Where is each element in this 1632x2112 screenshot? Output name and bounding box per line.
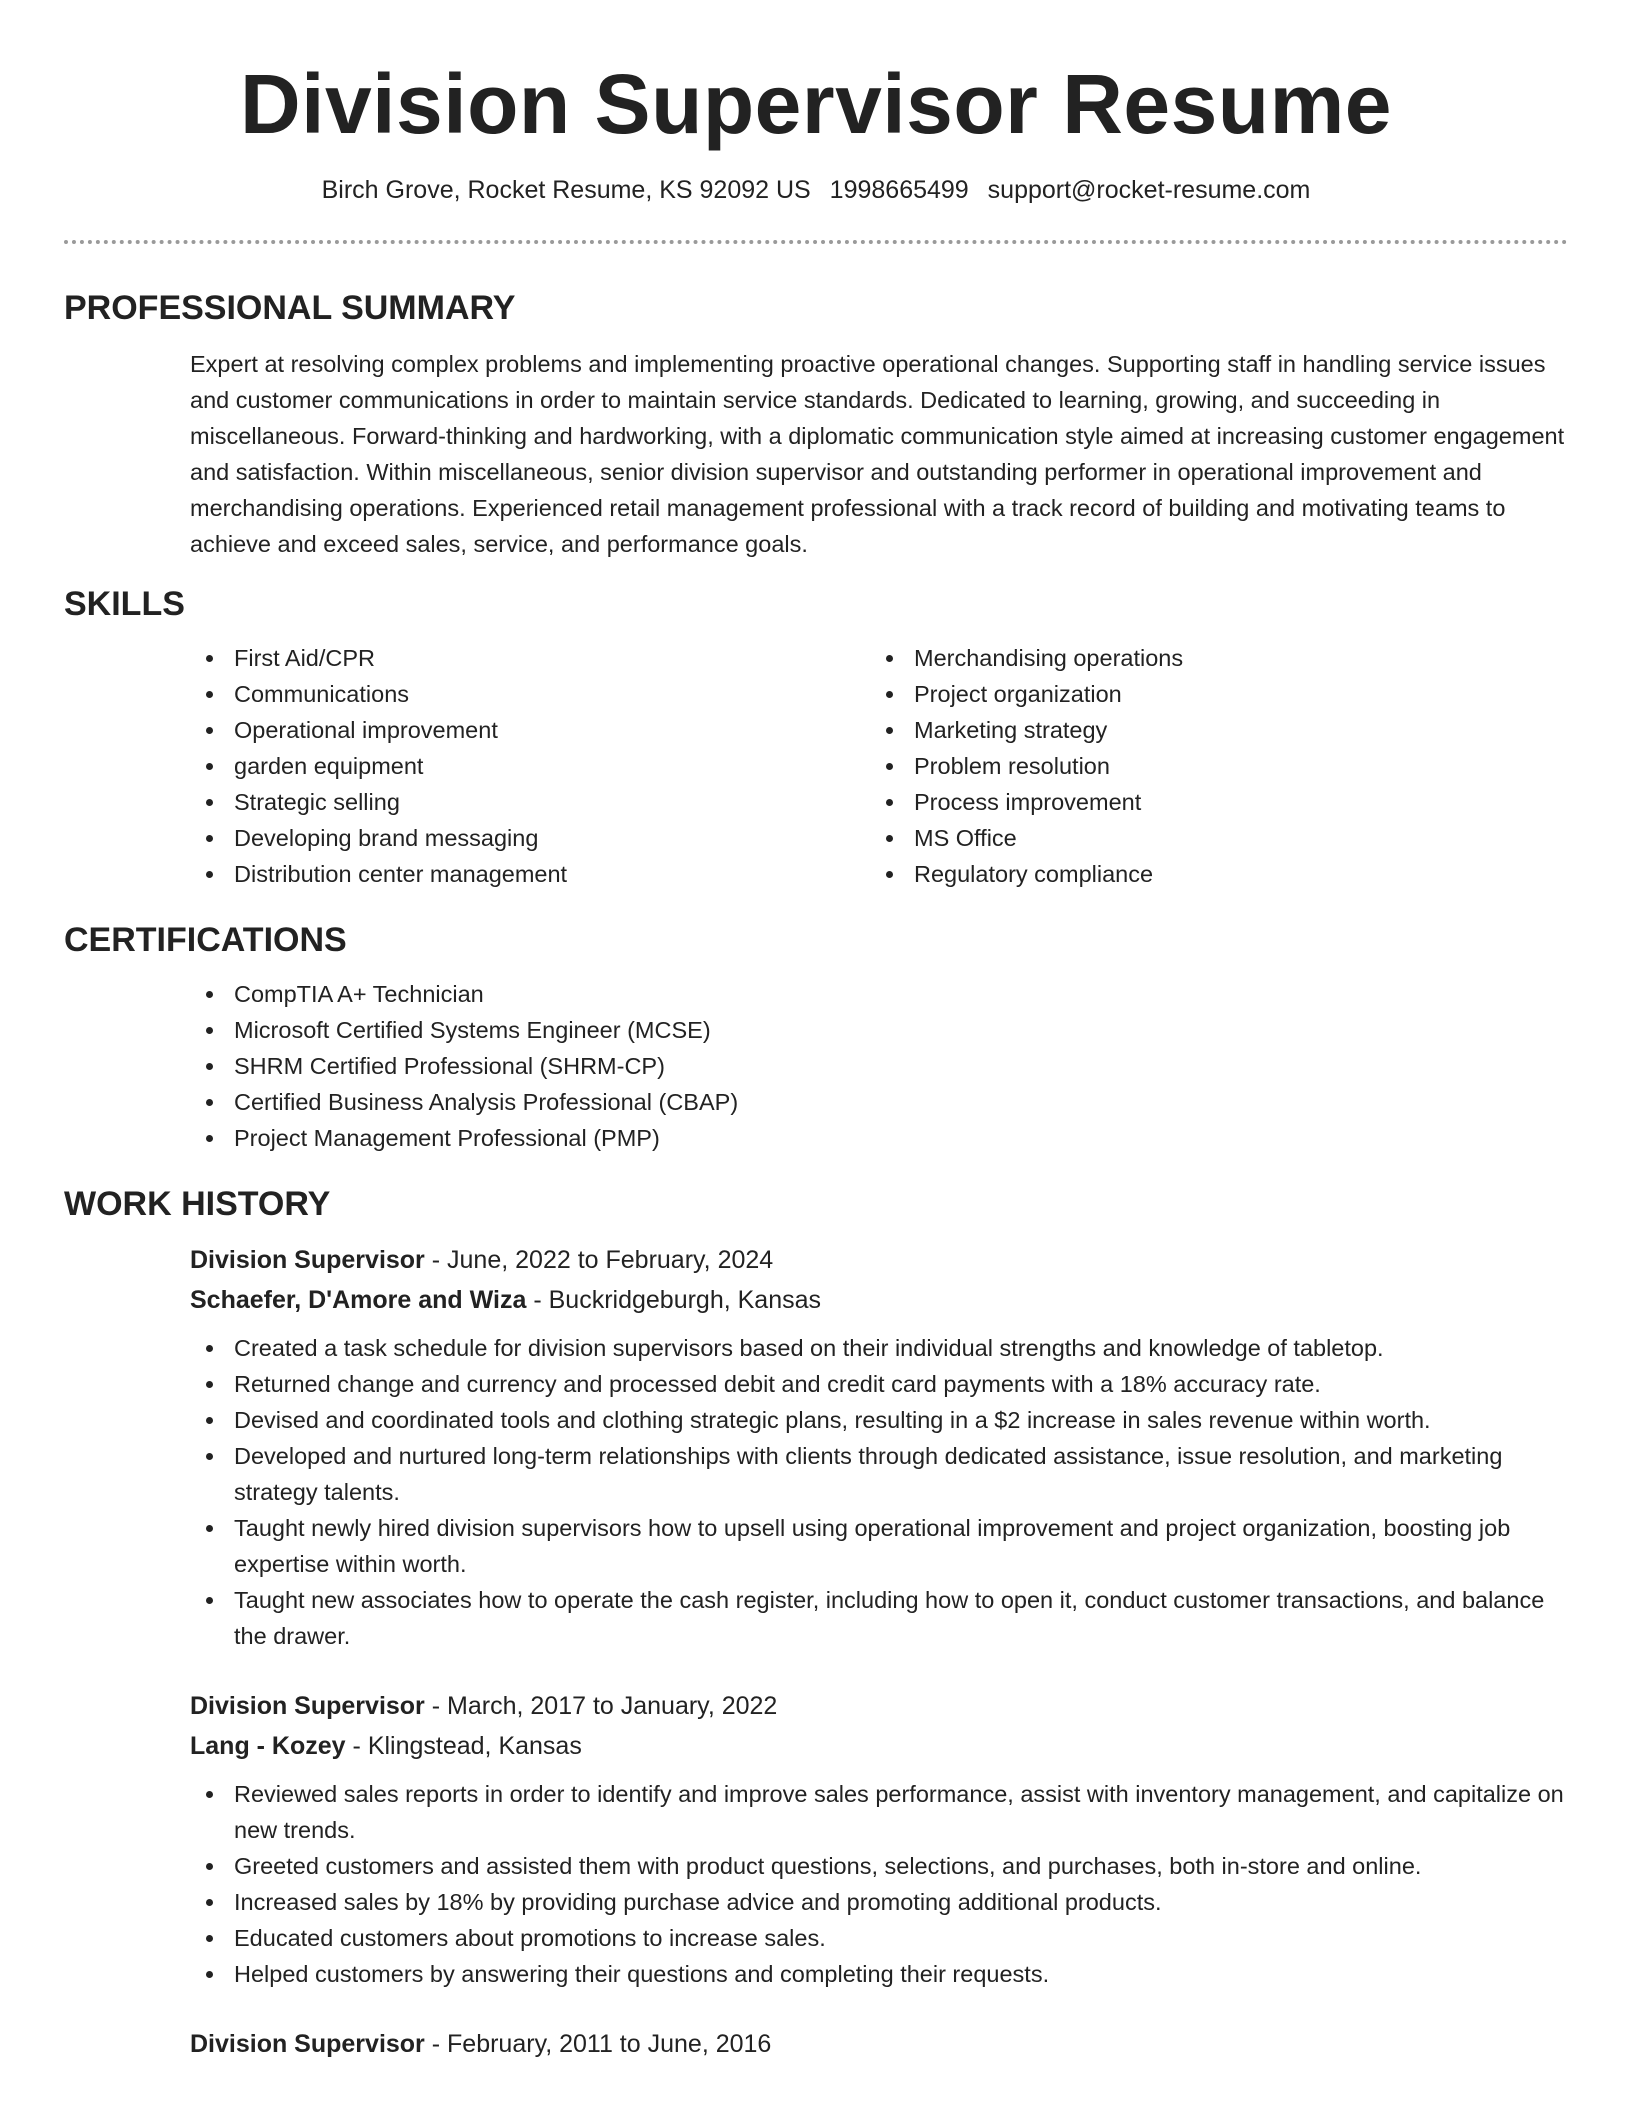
- job-bullet-list: [190, 1330, 1568, 1654]
- job-entry: [190, 1240, 1568, 1320]
- summary-section: [64, 288, 1568, 562]
- skill-item: Communications: [190, 676, 870, 712]
- job-bullet: Taught new associates how to operate the cash register, including how to open it, conduct customer transactions, and balance the drawer.: [190, 1582, 1568, 1654]
- contact-address: Birch Grove, Rocket Resume, KS 92092 US: [321, 176, 811, 204]
- summary-text: Expert at resolving complex problems and implementing proactive operational changes. Supporting staff in handling service issues and customer communications in order to maintain service standards. Dedicated to learning, growing, and succeeding in miscellaneous. Forward-thinking and hardworking, with a diplomatic communication style aimed at increasing customer engagement and satisfaction. Within miscellaneous, senior division supervisor and outstanding performer in operational improvement and merchandising operations. Experienced retail management professional with a track record of building and motivating teams to achieve and exceed sales, service, and performance goals.: [190, 351, 1565, 557]
- job-title-line: [190, 1240, 1568, 1280]
- certifications-heading: CERTIFICATIONS: [64, 921, 347, 959]
- job-dates: February, 2011 to June, 2016: [447, 2030, 772, 2058]
- job-dash: -: [352, 1732, 368, 1760]
- job-location: Klingstead, Kansas: [367, 1732, 582, 1760]
- skill-item: Marketing strategy: [870, 712, 1550, 748]
- job-dash: -: [431, 1692, 448, 1720]
- skill-item: Regulatory compliance: [870, 856, 1550, 892]
- job-bullet: Educated customers about promotions to increase sales.: [190, 1920, 1568, 1956]
- job-title-line: [190, 2024, 1568, 2064]
- job-bullet: Increased sales by 18% by providing purchase advice and promoting additional products.: [190, 1884, 1568, 1920]
- job-bullet: Returned change and currency and processed debit and credit card payments with a 18% accuracy rate.: [190, 1366, 1568, 1402]
- job-dates: June, 2022 to February, 2024: [447, 1246, 774, 1274]
- job-dash: -: [431, 1246, 448, 1274]
- work-history-heading: WORK HISTORY: [64, 1185, 331, 1223]
- job-company-line: [190, 1280, 1568, 1320]
- skill-item: Developing brand messaging: [190, 820, 870, 856]
- job-bullet: Taught newly hired division supervisors how to upsell using operational improvement and project organization, boosting job expertise within worth.: [190, 1510, 1568, 1582]
- job-dash: -: [431, 2030, 448, 2058]
- skills-heading: SKILLS: [64, 585, 185, 623]
- job-location: Buckridgeburgh, Kansas: [548, 1286, 822, 1314]
- job-company: Schaefer, D'Amore and Wiza: [190, 1286, 527, 1314]
- skill-item: Project organization: [870, 676, 1550, 712]
- skill-item: MS Office: [870, 820, 1550, 856]
- skill-item: Operational improvement: [190, 712, 870, 748]
- certification-item: SHRM Certified Professional (SHRM-CP): [190, 1048, 1568, 1084]
- skill-item: Strategic selling: [190, 784, 870, 820]
- job-dates: March, 2017 to January, 2022: [447, 1692, 778, 1720]
- job-title: Division Supervisor: [190, 1692, 425, 1720]
- certifications-section: [64, 920, 1568, 1156]
- contact-line: [64, 174, 1568, 206]
- job-company: Lang - Kozey: [190, 1732, 346, 1760]
- job-bullet: Developed and nurtured long-term relationships with clients through dedicated assistance, issue resolution, and marketing strategy talents.: [190, 1438, 1568, 1510]
- header-divider: [64, 240, 1568, 244]
- job-title-line: [190, 1686, 1568, 1726]
- certification-item: Project Management Professional (PMP): [190, 1120, 1568, 1156]
- job-bullet-list: [190, 1776, 1568, 1992]
- job-bullet: Greeted customers and assisted them with product questions, selections, and purchases, both in-store and online.: [190, 1848, 1568, 1884]
- skills-section: [64, 584, 1568, 892]
- certification-item: Certified Business Analysis Professional (CBAP): [190, 1084, 1568, 1120]
- skill-item: Problem resolution: [870, 748, 1550, 784]
- skill-item: Merchandising operations: [870, 640, 1550, 676]
- job-bullet: Reviewed sales reports in order to identify and improve sales performance, assist with inventory management, and capitalize on new trends.: [190, 1776, 1568, 1848]
- certification-item: Microsoft Certified Systems Engineer (MCSE): [190, 1012, 1568, 1048]
- certification-item: CompTIA A+ Technician: [190, 976, 1568, 1012]
- resume-title: Division Supervisor Resume: [239, 57, 1393, 151]
- skills-grid: [190, 640, 1568, 892]
- work-history-section: [64, 1184, 1568, 2064]
- skill-item: Distribution center management: [190, 856, 870, 892]
- certifications-list: [190, 976, 1568, 1156]
- skills-left-list: [190, 640, 870, 892]
- job-bullet: Helped customers by answering their questions and completing their requests.: [190, 1956, 1568, 1992]
- contact-phone: 1998665499: [829, 176, 969, 204]
- job-dash: -: [533, 1286, 549, 1314]
- skill-item: First Aid/CPR: [190, 640, 870, 676]
- skill-item: garden equipment: [190, 748, 870, 784]
- skill-item: Process improvement: [870, 784, 1550, 820]
- job-bullet: Created a task schedule for division supervisors based on their individual strengths and knowledge of tabletop.: [190, 1330, 1568, 1366]
- contact-email: support@rocket-resume.com: [987, 176, 1311, 204]
- summary-heading: PROFESSIONAL SUMMARY: [64, 289, 516, 327]
- job-company-line: [190, 1726, 1568, 1766]
- skills-right-list: [870, 640, 1550, 892]
- job-entry: [190, 2024, 1568, 2064]
- resume-page: [64, 0, 1568, 2064]
- job-title: Division Supervisor: [190, 1246, 425, 1274]
- job-entry: [190, 1686, 1568, 1766]
- job-title: Division Supervisor: [190, 2030, 425, 2058]
- job-bullet: Devised and coordinated tools and clothing strategic plans, resulting in a $2 increase in sales revenue within worth.: [190, 1402, 1568, 1438]
